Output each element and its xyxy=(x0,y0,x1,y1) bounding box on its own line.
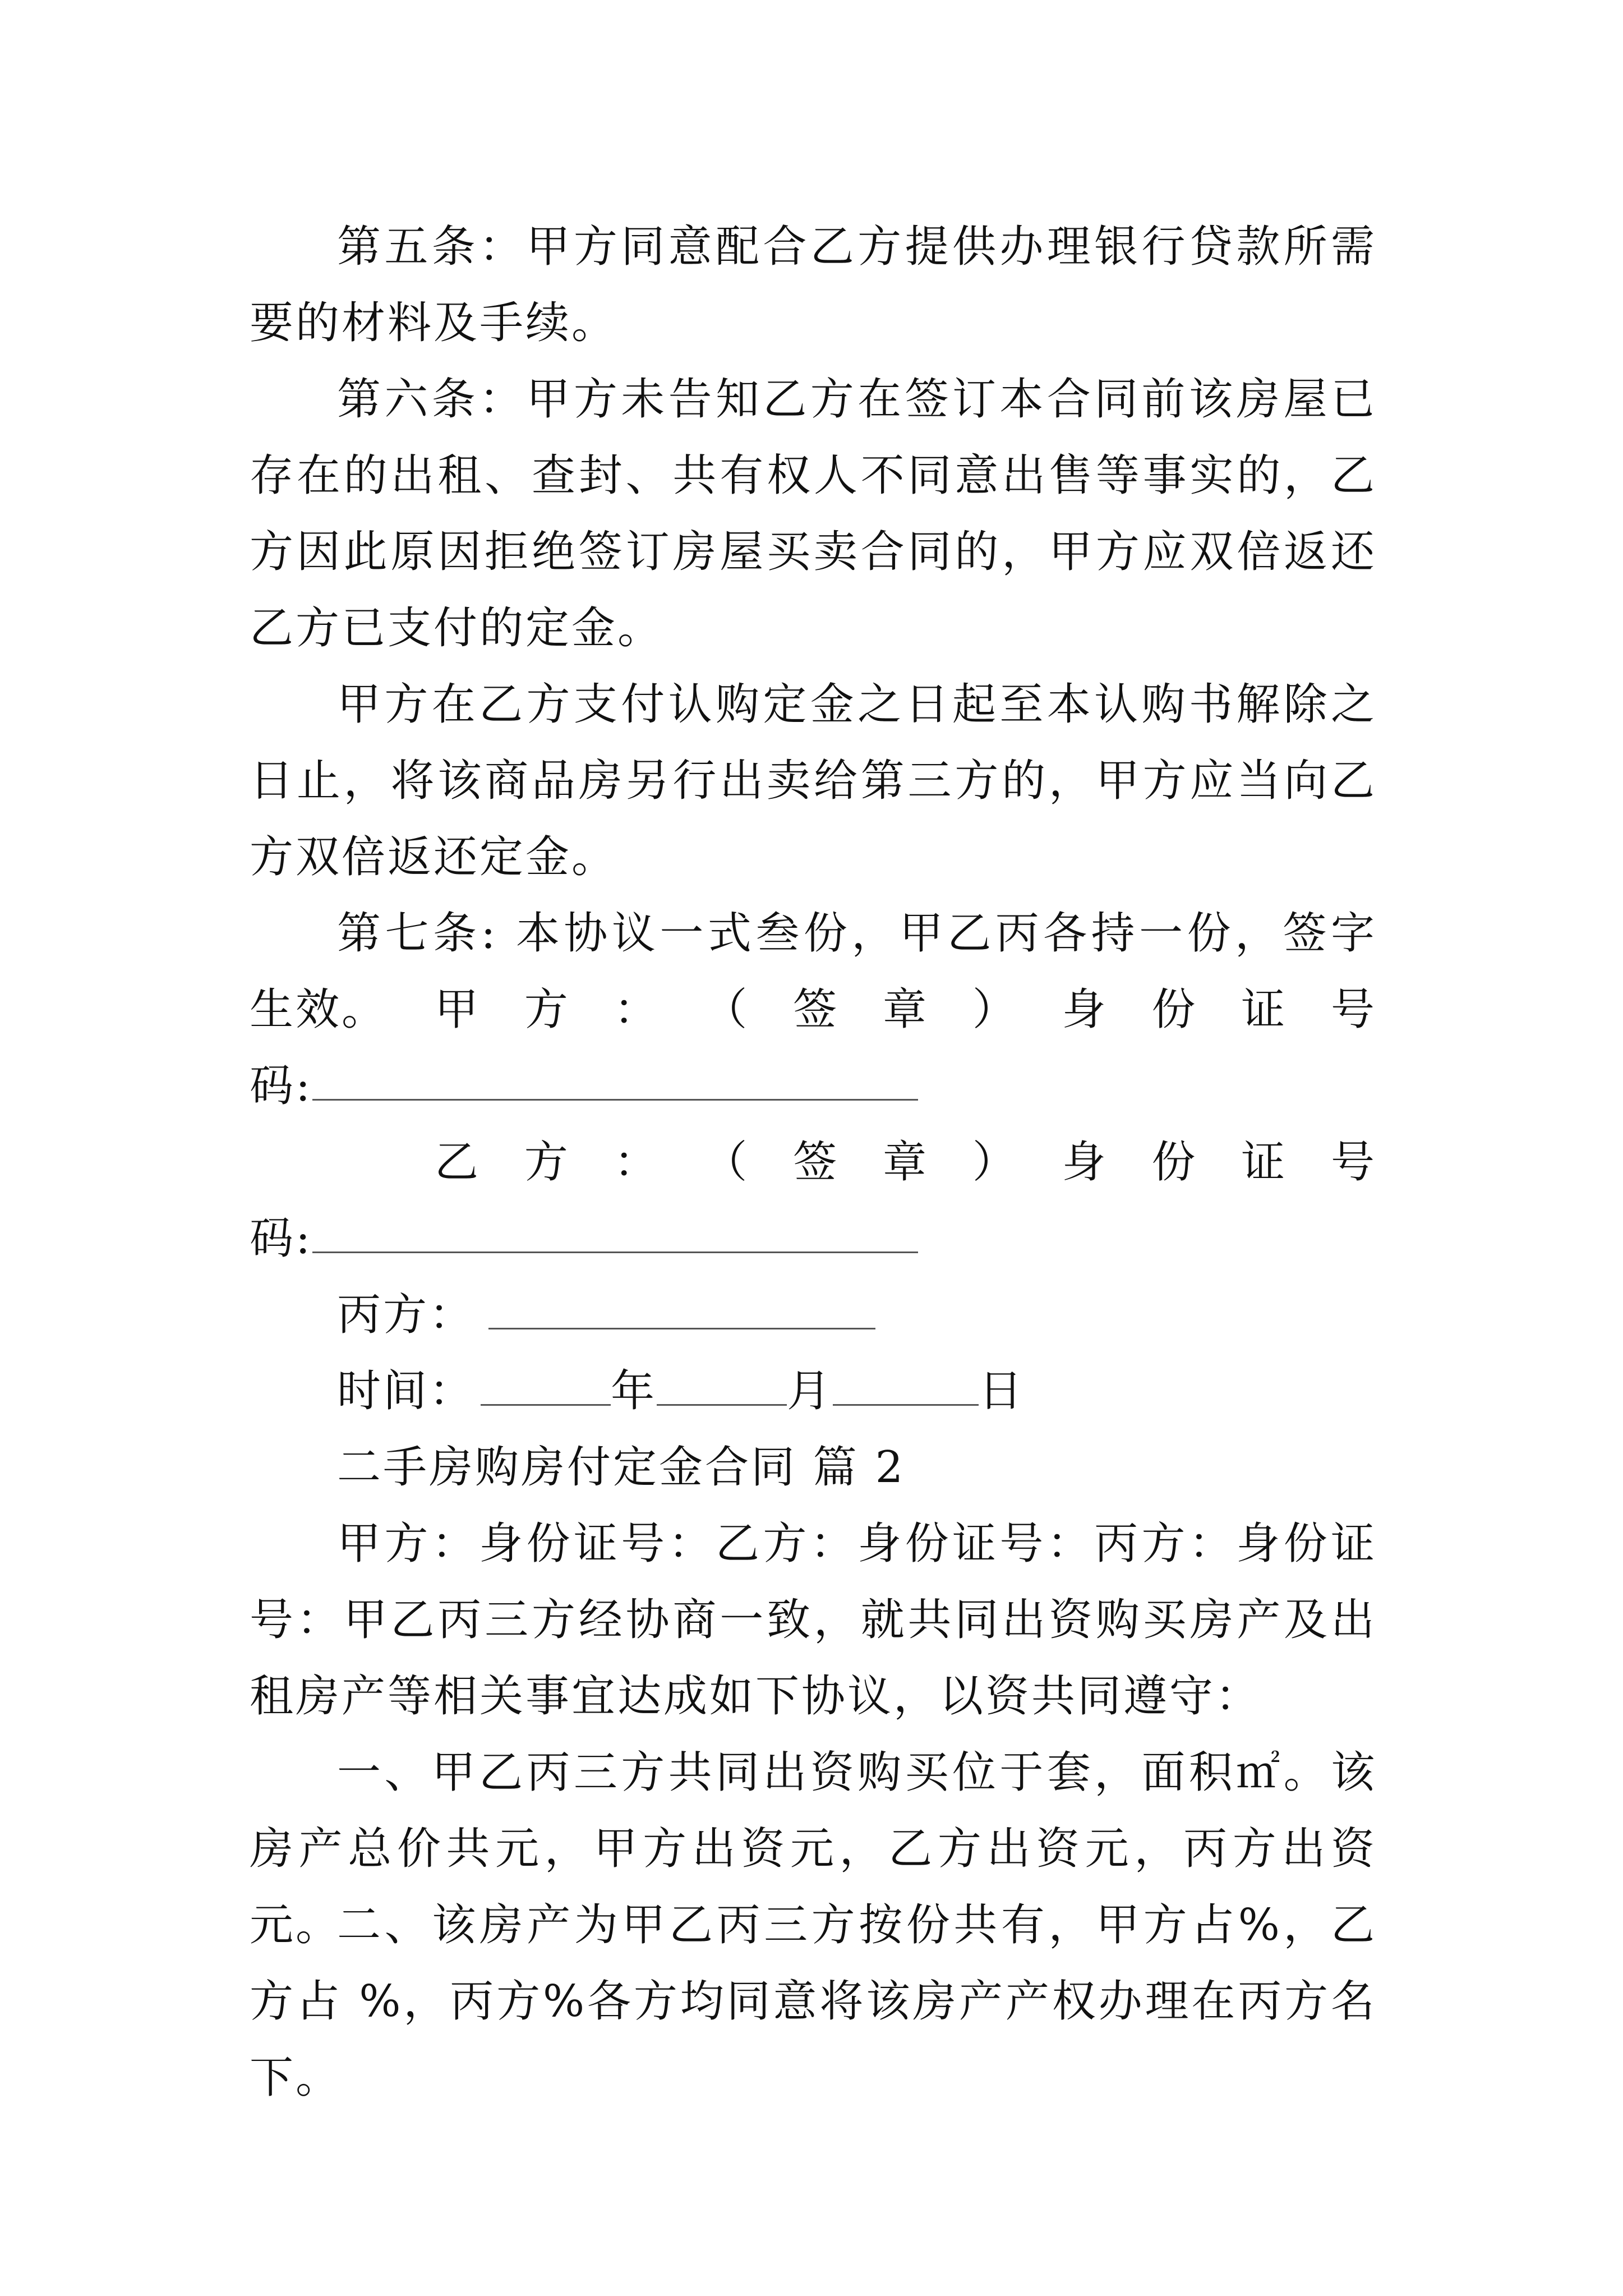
sig-char: （ xyxy=(703,984,750,1035)
year-label: 年 xyxy=(611,1366,657,1416)
sig-char: 份 xyxy=(1151,984,1198,1035)
party-a-signature-row xyxy=(250,972,1377,1048)
day-blank[interactable] xyxy=(833,1366,979,1406)
sig-char: 号 xyxy=(1330,984,1377,1035)
article-5-text: 第五条：甲方同意配合乙方提供办理银行贷款所需要的材料及手续。 xyxy=(250,222,1377,348)
article-6-continued-text: 甲方在乙方支付认购定金之日起至本认购书解除之日止，将该商品房另行出卖给第三方的，甲方应当向乙方双倍返还定金。 xyxy=(250,679,1377,882)
month-blank[interactable] xyxy=(657,1366,787,1406)
article-6-continued xyxy=(250,666,1377,895)
party-a-id-cont: 码: xyxy=(250,1061,313,1111)
party-b-signature-row xyxy=(250,1124,1377,1200)
time-label: 时间： xyxy=(337,1366,476,1416)
date-line xyxy=(250,1353,1377,1429)
section-2-parties xyxy=(250,1506,1377,1734)
sig-char: 身 xyxy=(1062,984,1108,1035)
signing-date xyxy=(250,1353,1377,1429)
sig-char: ： xyxy=(614,1137,660,1188)
sig-char: 签 xyxy=(793,984,840,1035)
sig-char: 方 xyxy=(524,984,570,1035)
article-5 xyxy=(250,209,1377,361)
party-c-blank[interactable] xyxy=(488,1290,875,1329)
sig-char: 号 xyxy=(1330,1137,1377,1188)
section-2-title: 二手房购房付定金合同 篇 2 xyxy=(337,1442,906,1493)
sig-char: ） xyxy=(972,984,1018,1035)
sig-char: 章 xyxy=(882,984,929,1035)
sig-char: 方 xyxy=(524,1137,570,1188)
party-a-id-line xyxy=(250,1048,1377,1124)
party-c-signature xyxy=(250,1277,1377,1353)
party-a-id-blank[interactable] xyxy=(312,1061,918,1101)
party-b-id-cont: 码: xyxy=(250,1213,313,1264)
sig-char: 乙 xyxy=(435,1137,481,1188)
day-label: 日 xyxy=(979,1366,1025,1416)
article-6 xyxy=(250,361,1377,666)
party-c-label: 丙方： xyxy=(337,1290,476,1340)
sig-char: （ xyxy=(703,1137,750,1188)
sig-char: 证 xyxy=(1241,984,1288,1035)
sig-char: 身 xyxy=(1062,1137,1108,1188)
section-2-heading xyxy=(250,1429,1377,1506)
sig-char: 证 xyxy=(1241,1137,1288,1188)
section-2-clause-2 xyxy=(250,1887,1377,2116)
party-b-signature xyxy=(250,1124,1377,1277)
month-label: 月 xyxy=(787,1366,833,1416)
party-a-signature xyxy=(250,972,1377,1124)
sig-char: 签 xyxy=(793,1137,840,1188)
article-7-text: 第七条: 本协议一式叁份，甲乙丙各持一份，签字生效。 xyxy=(250,908,1377,1035)
sig-char: ） xyxy=(972,1137,1018,1188)
clause-2-text: 二、该房产为甲乙丙三方按份共有，甲方占%，乙方占 %，丙方%各方均同意将该房产产权办理在丙方名下。 xyxy=(250,1900,1377,2103)
year-blank[interactable] xyxy=(481,1366,611,1406)
article-6-text: 第六条：甲方未告知乙方在签订本合同前该房屋已存在的出租、查封、共有权人不同意出售等事实的，乙方因此原因拒绝签订房屋买卖合同的，甲方应双倍返还乙方已支付的定金。 xyxy=(250,374,1377,654)
party-b-id-blank[interactable] xyxy=(312,1213,918,1253)
section-2-parties-text: 甲方：身份证号：乙方：身份证号：丙方：身份证号：甲乙丙三方经协商一致，就共同出资购买房产及出租房产等相关事宜达成如下协议，以资共同遵守： xyxy=(250,1519,1377,1722)
party-c-line xyxy=(250,1277,1377,1353)
sig-char: 章 xyxy=(882,1137,929,1188)
sig-char: 份 xyxy=(1151,1137,1198,1188)
sig-char: 甲 xyxy=(435,984,481,1035)
party-b-id-line xyxy=(250,1200,1377,1277)
sig-char: ： xyxy=(614,984,660,1035)
clause-1-text: 一、甲乙丙三方共同出资购买位于套，面积㎡。该房产总价共元，甲方出资元，乙方出资元，丙方出资元。 xyxy=(250,1747,1377,1950)
